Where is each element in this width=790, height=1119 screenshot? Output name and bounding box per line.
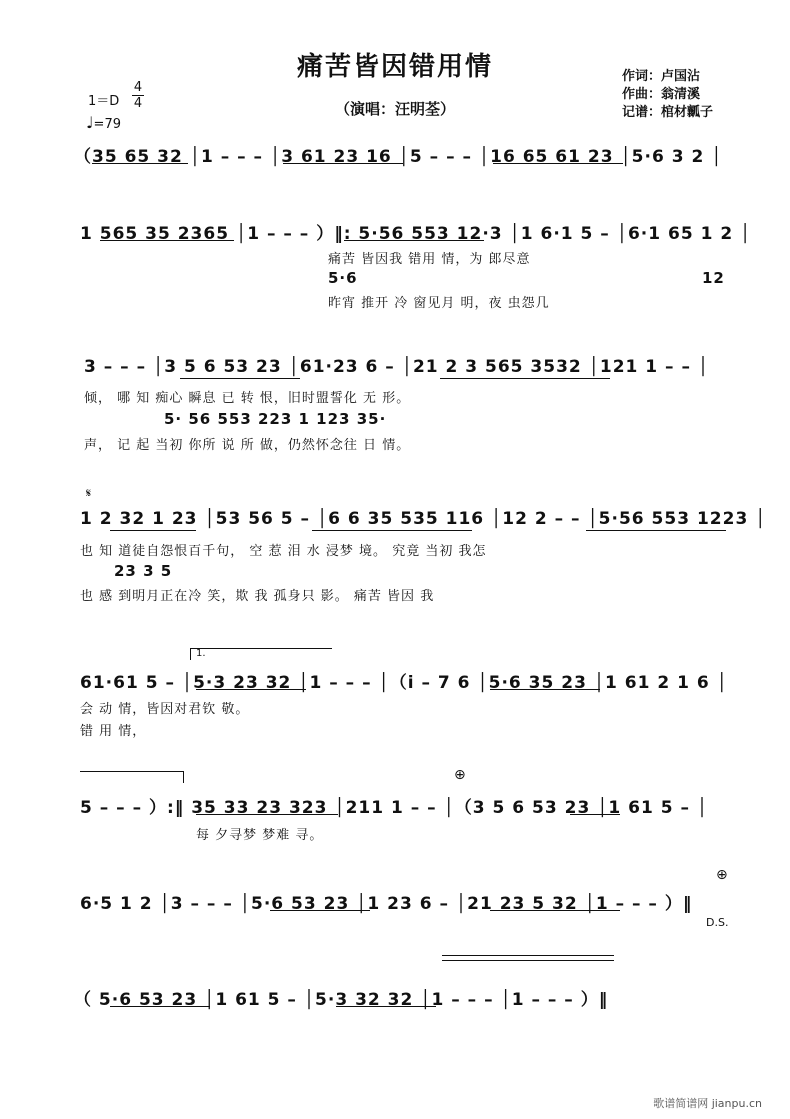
singer-label: （演唱：汪明荃） [334,100,455,118]
score-line-6: 5 – – – ）:‖ 35 33 23 323 │211 1 – – │（3 5 6 53 23 │1 61 5 – │ [80,798,709,818]
score-line-4: 1 2 32 1 23 │53 56 5 – │6 6 35 535 116 │12 2 – – │5·56 553 1223 │ [80,509,767,529]
alt-notes-4: 23 3 5 [114,562,173,580]
coda-icon-end: ⊕ [716,867,728,883]
composer: 作曲：翁清溪 [622,87,701,102]
coda-icon: ⊕ [454,767,466,783]
lyric-line-4b: 也 感 到明月正在冷 笑，欺 我 孤身只 影。 痛苦 皆因 我 [80,589,435,604]
score-line-5: 61·61 5 – │5·3 23 32 │1 – – – │（i – 7 6 │5·6 35 23 │1 61 2 1 6 │ [80,673,728,693]
song-title: 痛苦皆因错用情 [296,52,493,82]
lyric-line-2a: 痛苦 皆因我 错用 情，为 郎尽意 [328,252,531,267]
score-line-2: 1 565 35 2365 │1 – – – ）‖: 5·56 553 12·3 │1 6·1 5 – │6·1 65 1 2 │ [80,224,752,244]
time-signature-top: 4 [133,80,143,95]
quarter-note-icon: ♩ [86,113,94,132]
score-line-1: （35 65 32 │1 – – – │3 61 23 16 │5 – – – │16 65 61 23 │5·6 3 2 │ [74,147,723,167]
lyric-line-2b: 昨宵 推开 冷 窗见月 明，夜 虫怨几 [328,296,550,311]
segno-icon: 𝄋 [86,486,92,500]
lyric-line-5b: 错 用 情， [80,724,147,739]
tempo-marking [86,113,121,132]
volta-1-label: 1. [196,648,206,659]
time-signature-bottom: 4 [133,96,143,111]
lyricist: 作词：卢国沾 [622,69,701,84]
time-signature [132,80,144,111]
site-watermark: 歌谱简谱网 jianpu.cn [653,1097,762,1110]
lyric-line-5a: 会 动 情，皆因对君钦 敬。 [80,702,250,717]
score-line-3: 3 – – – │3 5 6 53 23 │61·23 6 – │21 2 3 565 3532 │121 1 – – │ [84,357,710,377]
score-line-7: 6·5 1 2 │3 – – – │5·6 53 23 │1 23 6 – │21 23 5 32 │1 – – – ）‖ [80,894,693,914]
lyric-line-6: 每 夕寻梦 梦难 寻。 [196,828,324,843]
key-signature: 1＝D [88,94,120,109]
lyric-line-4a: 也 知 道徒自怨恨百千句， 空 惹 泪 水 浸梦 境。 究竟 当初 我怎 [80,544,487,559]
ds-marking: D.S. [706,916,729,929]
credits [622,68,713,122]
lyric-line-3a: 倾， 哪 知 痴心 瞬息 已 转 恨，旧时盟誓化 无 形。 [84,391,411,406]
alt-notes-2b: 12 [702,269,725,287]
tempo-value: =79 [93,117,121,132]
lyric-line-3b: 声， 记 起 当初 你所 说 所 做，仍然怀念往 日 情。 [84,438,411,453]
alt-notes-2a: 5·6 [328,269,358,287]
alt-notes-3: 5· 56 553 223 1 123 35· [164,410,387,428]
score-line-8: （ 5·6 53 23 │1 61 5 – │5·3 32 32 │1 – – – │1 – – – ）‖ [74,990,609,1010]
transcriber: 记谱：棺材瓤子 [622,105,714,120]
